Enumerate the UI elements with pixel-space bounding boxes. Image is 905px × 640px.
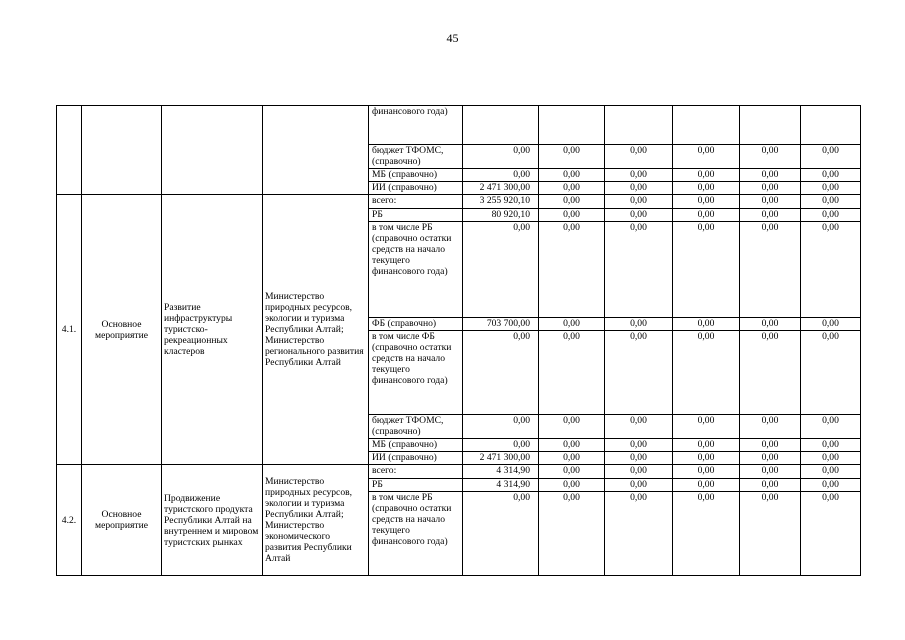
responsible-executor-cell: Министерство природных ресурсов, экологии и туризма Республики Алтай; Министерство экономического развития Республики Алтай (263, 465, 369, 576)
amount-cell: 0,00 (673, 439, 740, 452)
amount-cell (673, 106, 740, 145)
amount-cell: 0,00 (539, 209, 605, 222)
funding-source-cell: РБ (369, 479, 463, 492)
amount-cell: 0,00 (740, 222, 801, 318)
amount-cell: 0,00 (740, 195, 801, 209)
funding-source-cell: МБ (справочно) (369, 439, 463, 452)
amount-cell: 0,00 (673, 182, 740, 195)
amount-cell: 0,00 (673, 222, 740, 318)
amount-cell: 0,00 (801, 479, 861, 492)
amount-cell (463, 106, 539, 145)
funding-source-cell: МБ (справочно) (369, 169, 463, 182)
amount-cell: 0,00 (801, 169, 861, 182)
amount-cell: 0,00 (801, 222, 861, 318)
amount-cell: 0,00 (801, 331, 861, 415)
responsible-executor-cell (263, 106, 369, 195)
event-type-cell (82, 106, 162, 195)
amount-cell: 0,00 (740, 331, 801, 415)
amount-cell: 0,00 (539, 479, 605, 492)
amount-cell: 0,00 (539, 331, 605, 415)
amount-cell: 0,00 (740, 415, 801, 439)
amount-cell: 0,00 (673, 209, 740, 222)
amount-cell: 0,00 (605, 492, 673, 576)
funding-source-cell: в том числе ФБ (справочно остатки средств на начало текущего финансового года) (369, 331, 463, 415)
amount-cell: 0,00 (801, 182, 861, 195)
funding-source-cell: бюджет ТФОМС, (справочно) (369, 145, 463, 169)
amount-cell: 0,00 (463, 169, 539, 182)
amount-cell: 80 920,10 (463, 209, 539, 222)
amount-cell: 0,00 (539, 169, 605, 182)
amount-cell: 0,00 (740, 452, 801, 465)
amount-cell: 0,00 (740, 209, 801, 222)
amount-cell: 0,00 (801, 145, 861, 169)
amount-cell: 3 255 920,10 (463, 195, 539, 209)
amount-cell: 0,00 (740, 169, 801, 182)
amount-cell: 0,00 (605, 465, 673, 479)
amount-cell: 0,00 (673, 331, 740, 415)
amount-cell: 0,00 (539, 145, 605, 169)
amount-cell: 0,00 (539, 318, 605, 331)
event-type-cell: Основное мероприятие (82, 465, 162, 576)
amount-cell: 0,00 (539, 439, 605, 452)
amount-cell: 0,00 (605, 222, 673, 318)
amount-cell: 0,00 (801, 439, 861, 452)
amount-cell (801, 106, 861, 145)
table-row (57, 106, 861, 145)
amount-cell: 4 314,90 (463, 479, 539, 492)
amount-cell: 703 700,00 (463, 318, 539, 331)
funding-source-cell: финансового года) (369, 106, 463, 145)
amount-cell: 0,00 (801, 465, 861, 479)
amount-cell: 0,00 (605, 169, 673, 182)
amount-cell: 0,00 (673, 195, 740, 209)
amount-cell (539, 106, 605, 145)
amount-cell: 0,00 (801, 195, 861, 209)
amount-cell: 4 314,90 (463, 465, 539, 479)
funding-source-cell: бюджет ТФОМС, (справочно) (369, 415, 463, 439)
amount-cell: 0,00 (605, 145, 673, 169)
amount-cell: 0,00 (740, 182, 801, 195)
table-row (57, 195, 861, 209)
amount-cell: 0,00 (463, 145, 539, 169)
funding-source-cell: РБ (369, 209, 463, 222)
responsible-executor-cell: Министерство природных ресурсов, экологии и туризма Республики Алтай; Министерство регионального развития Республики Алтай (263, 195, 369, 465)
amount-cell: 0,00 (801, 318, 861, 331)
amount-cell: 0,00 (539, 415, 605, 439)
event-number-cell (57, 106, 82, 195)
amount-cell: 2 471 300,00 (463, 182, 539, 195)
amount-cell: 0,00 (673, 479, 740, 492)
amount-cell: 0,00 (740, 492, 801, 576)
amount-cell: 0,00 (673, 318, 740, 331)
amount-cell: 0,00 (801, 492, 861, 576)
amount-cell: 0,00 (605, 415, 673, 439)
event-name-cell (162, 106, 263, 195)
amount-cell: 0,00 (539, 182, 605, 195)
amount-cell: 0,00 (605, 318, 673, 331)
amount-cell (740, 106, 801, 145)
amount-cell: 0,00 (463, 492, 539, 576)
amount-cell: 0,00 (539, 222, 605, 318)
amount-cell: 0,00 (605, 209, 673, 222)
amount-cell: 2 471 300,00 (463, 452, 539, 465)
amount-cell: 0,00 (740, 145, 801, 169)
amount-cell: 0,00 (801, 452, 861, 465)
amount-cell: 0,00 (463, 439, 539, 452)
amount-cell: 0,00 (539, 195, 605, 209)
amount-cell: 0,00 (605, 182, 673, 195)
amount-cell: 0,00 (539, 452, 605, 465)
amount-cell: 0,00 (740, 439, 801, 452)
amount-cell: 0,00 (605, 452, 673, 465)
amount-cell: 0,00 (605, 479, 673, 492)
amount-cell: 0,00 (673, 452, 740, 465)
event-number-cell: 4.2. (57, 465, 82, 576)
funding-source-cell: в том числе РБ (справочно остатки средств на начало текущего финансового года) (369, 492, 463, 576)
amount-cell: 0,00 (673, 492, 740, 576)
amount-cell: 0,00 (605, 439, 673, 452)
amount-cell: 0,00 (463, 222, 539, 318)
amount-cell: 0,00 (605, 195, 673, 209)
page-number: 45 (446, 31, 459, 45)
event-number-cell: 4.1. (57, 195, 82, 465)
amount-cell: 0,00 (673, 415, 740, 439)
amount-cell: 0,00 (539, 492, 605, 576)
event-name-cell: Развитие инфраструктуры туристско-рекреационных кластеров (162, 195, 263, 465)
funding-source-cell: ФБ (справочно) (369, 318, 463, 331)
event-type-cell: Основное мероприятие (82, 195, 162, 465)
amount-cell: 0,00 (740, 465, 801, 479)
amount-cell: 0,00 (801, 209, 861, 222)
amount-cell: 0,00 (673, 465, 740, 479)
amount-cell: 0,00 (463, 415, 539, 439)
amount-cell: 0,00 (740, 479, 801, 492)
budget-table (56, 105, 861, 576)
amount-cell: 0,00 (605, 331, 673, 415)
amount-cell: 0,00 (673, 169, 740, 182)
amount-cell: 0,00 (801, 415, 861, 439)
funding-source-cell: в том числе РБ (справочно остатки средств на начало текущего финансового года) (369, 222, 463, 318)
table-row (57, 465, 861, 479)
amount-cell (605, 106, 673, 145)
amount-cell: 0,00 (740, 318, 801, 331)
funding-source-cell: ИИ (справочно) (369, 182, 463, 195)
funding-source-cell: ИИ (справочно) (369, 452, 463, 465)
event-name-cell: Продвижение туристского продукта Республики Алтай на внутреннем и мировом туристских рынках (162, 465, 263, 576)
funding-source-cell: всего: (369, 195, 463, 209)
amount-cell: 0,00 (539, 465, 605, 479)
amount-cell: 0,00 (673, 145, 740, 169)
amount-cell: 0,00 (463, 331, 539, 415)
funding-source-cell: всего: (369, 465, 463, 479)
